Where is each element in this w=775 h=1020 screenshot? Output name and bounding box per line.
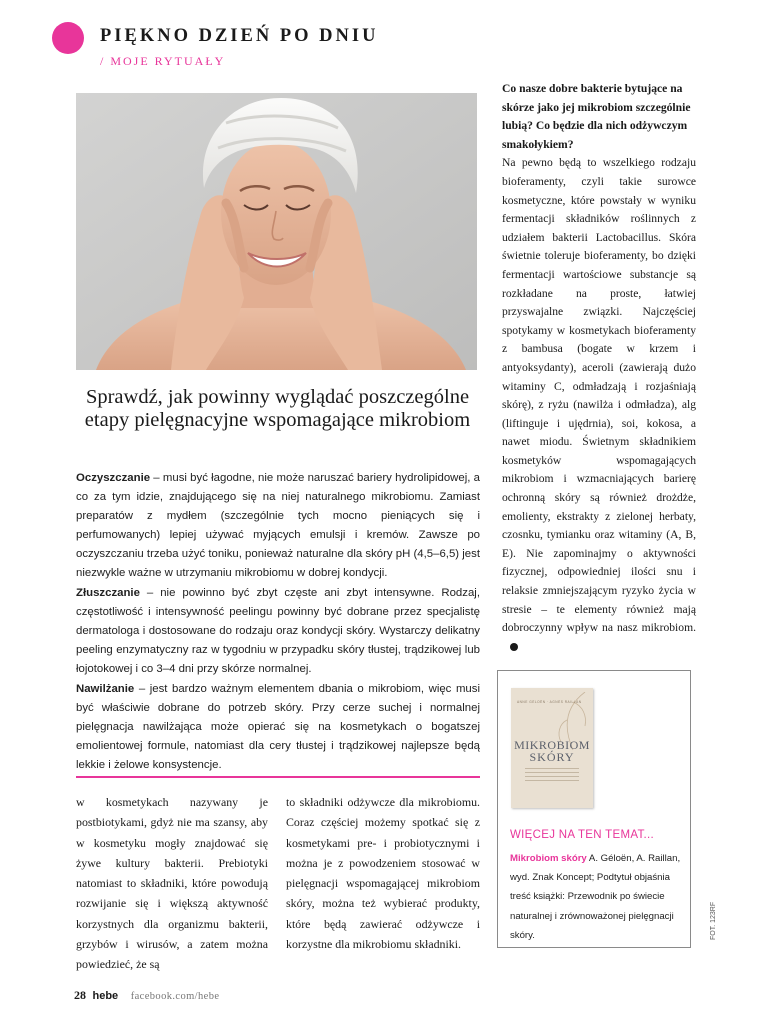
section-title: PIĘKNO DZIEŃ PO DNIU <box>100 26 379 46</box>
book-description <box>510 849 686 945</box>
book-cover-title-2: SKÓRY <box>529 750 575 764</box>
paragraph-moisturizing <box>76 680 480 775</box>
page-footer <box>74 988 219 1003</box>
term-moisturizing: Nawilżanie <box>76 683 135 695</box>
text-moisturizing: – jest bardzo ważnym elementem dbania o mikrobiom, więc musi być właściwie dobrane do potrzeb skóry. Przy cerze suchej i normalnej pielęgnacja nawilżająca może opierać się na kosmetykach o bogatszej emolientowej formule, natomiast dla cery tłustej i trądzikowej najlepsze będą lekkie i żelowe konsystencje. <box>76 683 480 771</box>
bottom-column-2: to składniki odżywcze dla mikrobiomu. Coraz częściej możemy spotkać się z kosmetykami pre- i probiotycznymi i można je z powodzeniem stosować w pielęgnacji wspomagającej mikrobiom skóry, można też wybierać produkty, które będą zawierać odżywcze i korzystne dla mikrobiomu składniki. <box>286 795 480 952</box>
text-cleansing: – musi być łagodne, nie może naruszać bariery hydrolipidowej, a co za tym idzie, znajdującego się na niej naturalnego mikrobiomu. Zamiast preparatów z mydłem (szczególnie tych mocno pieniących się i perfumowanych) lepiej używać myjących emulsji i kremów. Zawsze po oczyszczaniu trzeba użyć toniku, ponieważ naturalne dla skóry pH (4,5–6,5) jest niezwykle ważne w utrzymaniu mikrobiomu w dobrej kondycji. <box>76 472 480 579</box>
book-recommendation-box <box>497 670 691 948</box>
bottom-column-1: w kosmetykach nazywany je postbiotykami, gdyż nie ma szansy, aby w kosmetyku mogły znajdować się żywe kultury bakterii. Prebiotyki natomiast to składniki, które powodują rozwijanie się i większą aktywność korzystnych dla organizmu bakterii, grzybów i wirusów, a zatem można powiedzieć, że są <box>76 795 268 972</box>
end-mark-icon <box>510 643 518 651</box>
article-headline: Sprawdź, jak powinny wyglądać poszczególne etapy pielęgnacyjne wspomagające mikrobiom <box>84 386 471 431</box>
term-cleansing: Oczyszczanie <box>76 472 151 484</box>
paragraph-exfoliation <box>76 584 480 679</box>
book-cover-author: ANNE GÉLOËN · AGNÈS RAILLAN <box>517 700 582 704</box>
woman-towel-illustration <box>76 93 477 370</box>
sidebar-question: Co nasze dobre bakterie bytujące na skórze jako jej mikrobiom szczególnie lubią? Co będzie dla nich odżywczym smakołykiem? <box>502 82 691 151</box>
book-cover-text-lines <box>525 768 579 784</box>
book-name: Mikrobiom skóry <box>510 853 587 864</box>
magazine-name: hebe <box>92 990 119 1002</box>
more-on-topic-heading: WIĘCEJ NA TEN TEMAT... <box>510 829 654 841</box>
text-exfoliation: – nie powinno być zbyt częste ani zbyt intensywne. Rodzaj, częstotliwość i intensywność peelingu powinny być dobrane przez specjalistę dermatologa i dostosowane do rodzaju oraz kondycji skóry. Wystarczy delikatny peeling enzymatyczny raz w tygodniu w przypadku skóry tłustej, trądzikowej lub łojotokowej i co 3–4 dni przy skórze normalnej. <box>76 587 480 675</box>
photo-credit: FOT. 123RF <box>710 901 717 940</box>
page-number: 28 <box>74 988 86 1002</box>
article-body <box>76 469 480 775</box>
section-marker-dot <box>52 22 84 54</box>
book-cover-title-1: MIKROBIOM <box>514 738 590 752</box>
facebook-link[interactable]: facebook.com/hebe <box>130 991 220 1002</box>
divider-rule <box>76 776 480 778</box>
book-details: A. Géloën, A. Raillan, wyd. Znak Koncept; Podtytuł objaśnia treść książki: Przewodnik po świecie naturalnej i zrównoważonej pielęgnacji skóry. <box>510 853 681 941</box>
hero-photo <box>76 93 477 370</box>
sidebar-qa <box>502 80 696 656</box>
paragraph-cleansing <box>76 469 480 583</box>
sidebar-answer <box>502 154 696 656</box>
term-exfoliation: Złuszczanie <box>76 587 140 599</box>
book-cover <box>511 688 593 808</box>
sidebar-answer-text: Na pewno będą to wszelkiego rodzaju bioferamenty, czyli takie surowce kosmetyczne, które powstały w wyniku fermentacji składników roślinnych z udziałem bakterii Lactobacillus. Skóra świetnie toleruje bioferamenty, bo dzięki fermentacji wartościowe substancje są rozkładane na proste, łatwiej przyswajalne związki. Najczęściej spotykamy w kosmetykach bioferamenty z bambusa (bogate w krzem i antyoksydanty), aceroli (zawierają dużo witaminy C, odmładzają i rozjaśniają skórę), z ryżu (nawilża i odmładza), alg (liftinguje i ujędrnia), soi, kokosa, a nawet miodu. Świetnym składnikiem kosmetyków wspomagających mikrobiom i wzmacniających barierę ochronną skóry są również drożdże, emolienty, ekstrakty z zielonej herbaty, czosnku, tymianku oraz witaminy (A, B, E). Nie zapominajmy o aktywności fizycznej, odpowiedniej ilości snu i relaksie zmniejszającym ryzyko życia w stresie – te elementy również mają dobroczynny wpływ na nasz mikrobiom. <box>502 156 696 635</box>
section-subtitle: / MOJE RYTUAŁY <box>100 54 226 68</box>
